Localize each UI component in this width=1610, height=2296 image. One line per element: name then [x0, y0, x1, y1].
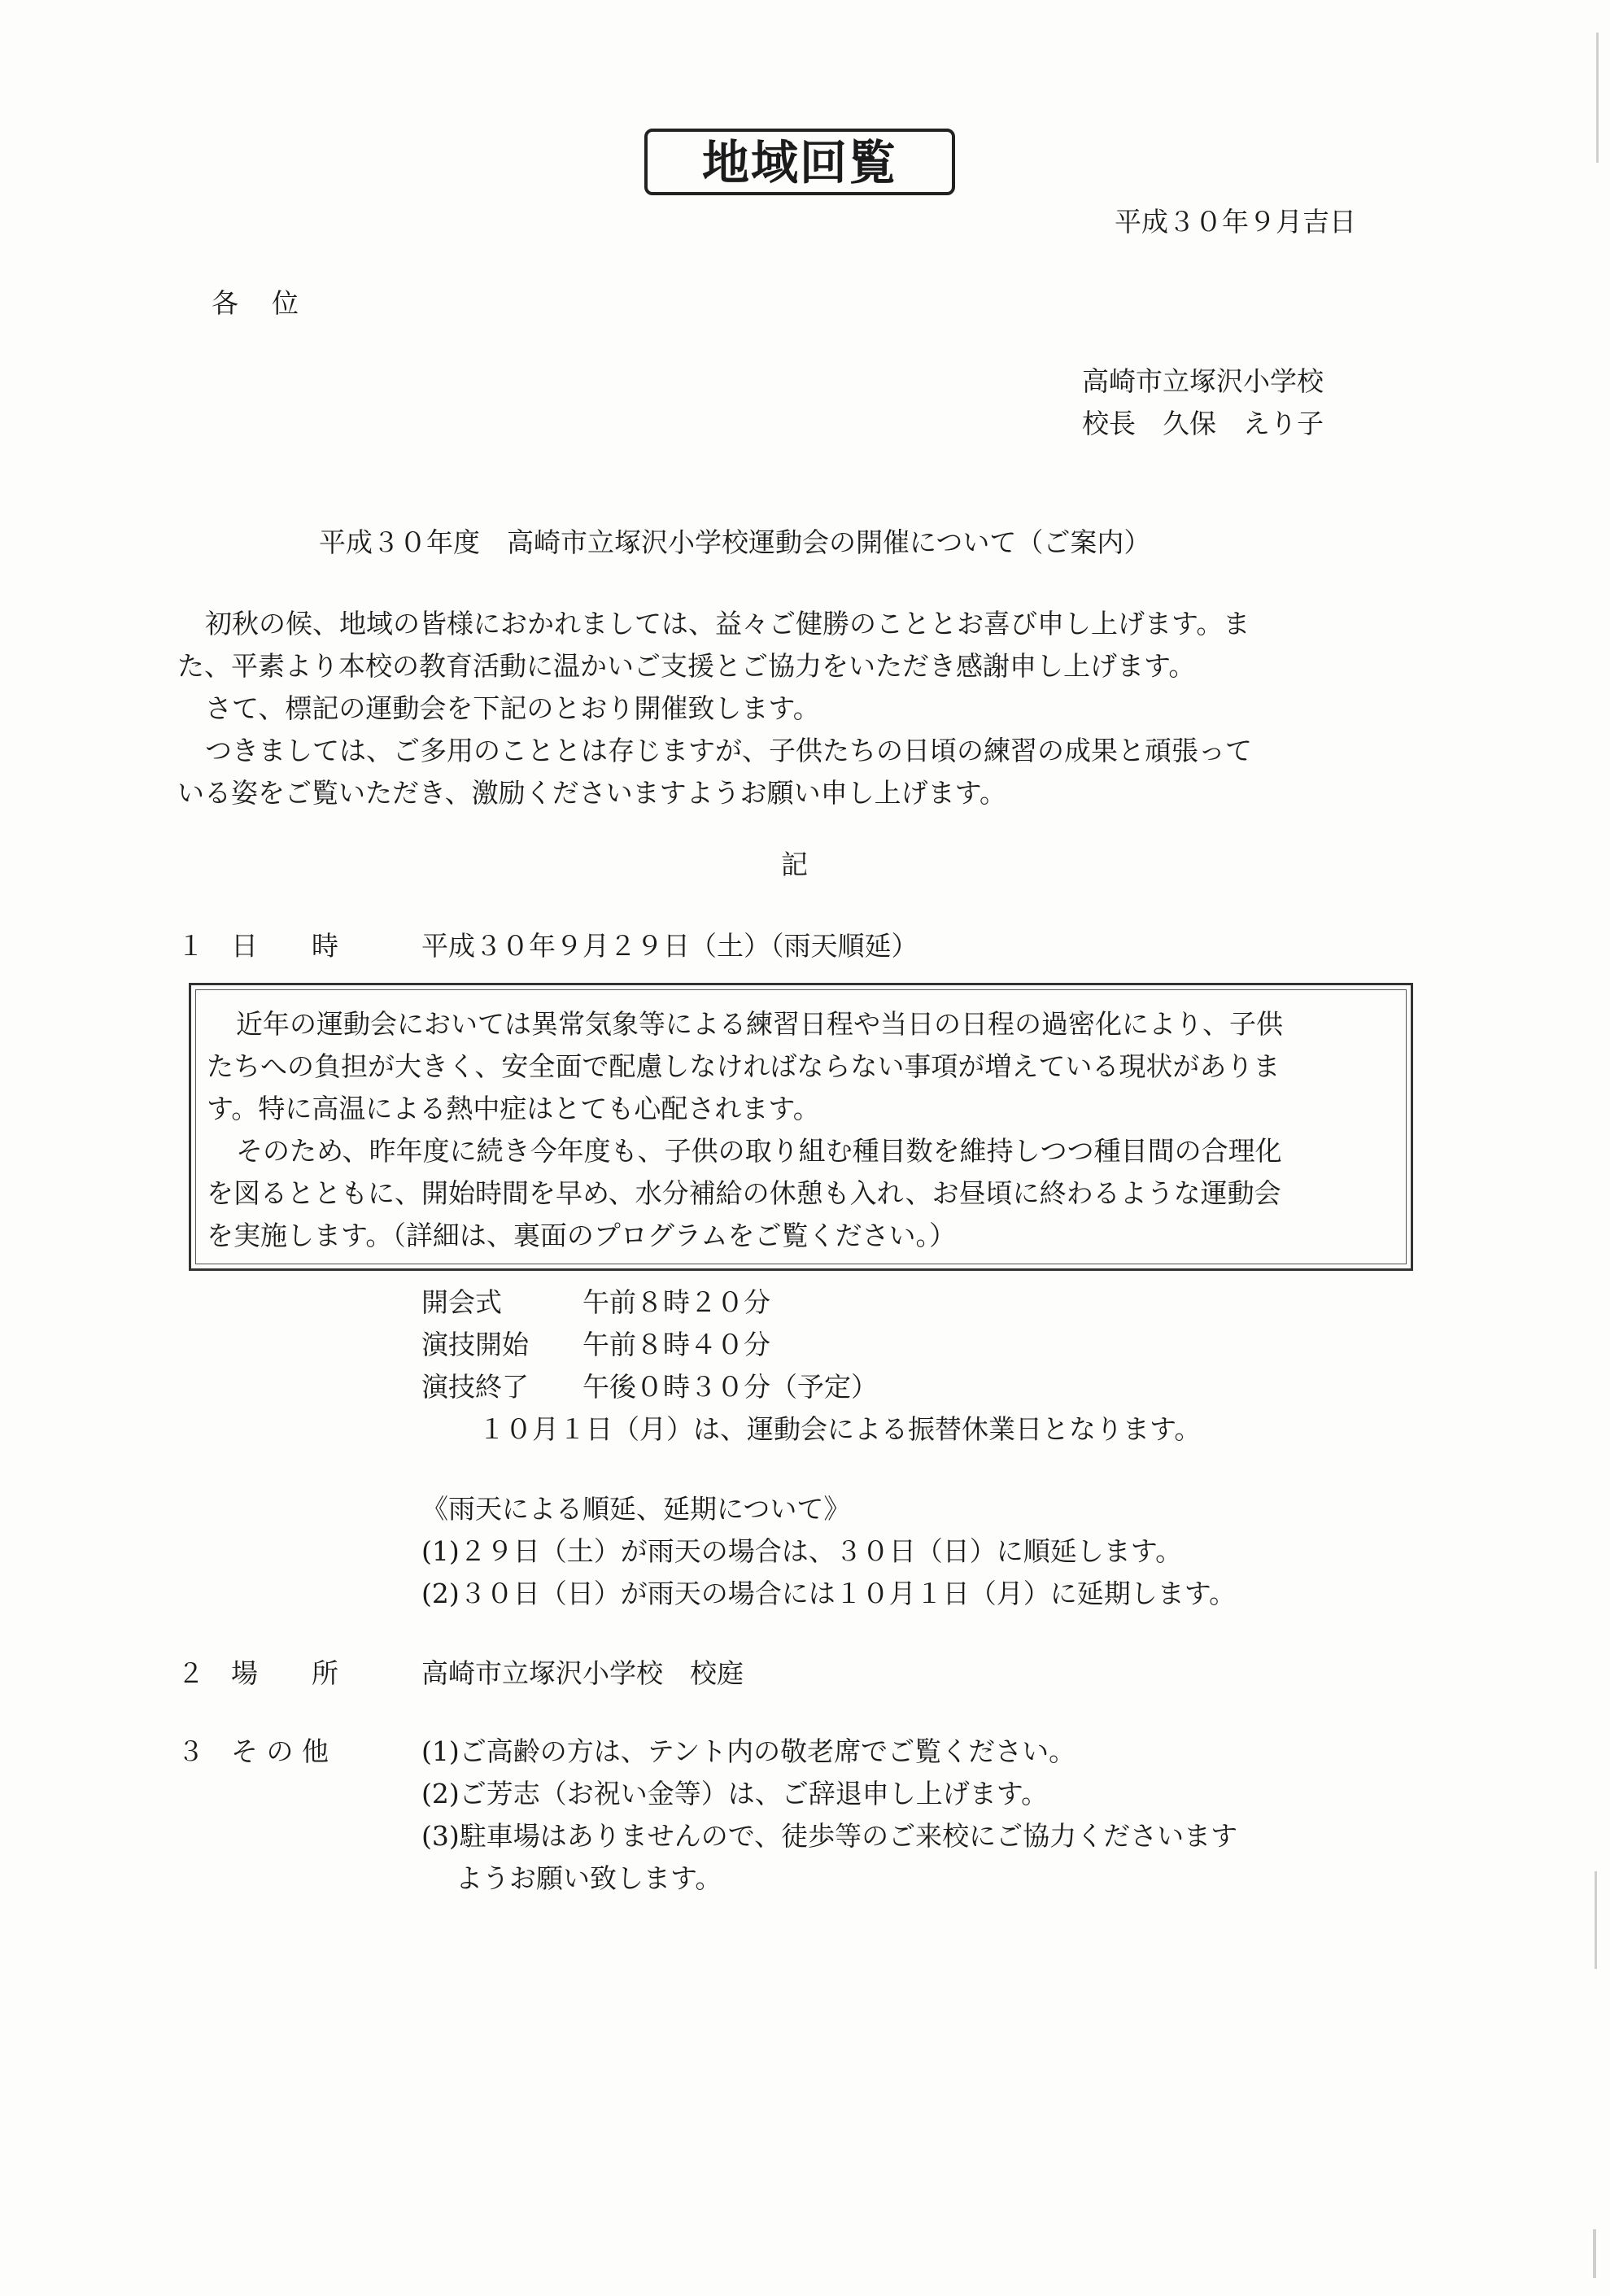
- item2-value: 高崎市立塚沢小学校 校庭: [421, 1657, 744, 1689]
- body-line: つきましては、ご多用のこととは存じますが、子供たちの日頃の練習の成果と頑張って: [205, 735, 1252, 766]
- notice-line: そのため、昨年度に続き今年度も、子供の取り組む種目数を維持しつつ種目間の合理化: [236, 1135, 1282, 1167]
- body-line: た、平素より本校の教育活動に温かいご支援とご協力をいただき感謝申し上げます。: [177, 650, 1196, 682]
- holiday-note: １０月１日（月）は、運動会による振替休業日となります。: [478, 1413, 1202, 1445]
- schedule-label: 演技開始: [421, 1329, 529, 1360]
- schedule-label: 演技終了: [421, 1371, 529, 1403]
- schedule-time: 午前８時２０分: [582, 1286, 770, 1318]
- document-subject: 平成３０年度 高崎市立塚沢小学校運動会の開催について（ご案内）: [319, 526, 1151, 558]
- issue-date: 平成３０年９月吉日: [1115, 206, 1356, 238]
- item1-value: 平成３０年９月２９日（土）（雨天順延）: [421, 930, 918, 962]
- document-title: 地域回覧: [701, 135, 897, 190]
- scan-edge-mark: [1593, 2229, 1596, 2278]
- rain-item: (2)３０日（日）が雨天の場合には１０月１日（月）に延期します。: [421, 1578, 1237, 1609]
- item3-line: (3)駐車場はありませんので、徒歩等のご来校にご協力くださいます: [421, 1820, 1238, 1852]
- sender-school: 高崎市立塚沢小学校: [1082, 365, 1324, 397]
- body-line: 初秋の候、地域の皆様におかれましては、益々ご健勝のこととお喜び申し上げます。ま: [205, 608, 1250, 639]
- scan-edge-mark: [1595, 1871, 1597, 1969]
- sender-principal: 校長 久保 えり子: [1082, 408, 1324, 439]
- rain-heading: 《雨天による順延、延期について》: [421, 1493, 851, 1525]
- item2-label: ２ 場 所: [177, 1657, 338, 1689]
- schedule-time: 午前８時４０分: [582, 1329, 770, 1360]
- ki-heading: 記: [781, 849, 808, 880]
- rain-item: (1)２９日（土）が雨天の場合は、３０日（日）に順延します。: [421, 1535, 1183, 1567]
- body-line: さて、標記の運動会を下記のとおり開催致します。: [205, 692, 820, 724]
- addressee: 各 位: [212, 287, 302, 319]
- schedule-label: 開会式: [421, 1286, 502, 1318]
- item3-line: (1)ご高齢の方は、テント内の敬老席でご覧ください。: [421, 1735, 1076, 1767]
- item3-line: (2)ご芳志（お祝い金等）は、ご辞退申し上げます。: [421, 1778, 1049, 1809]
- title-stamp: [644, 129, 955, 195]
- schedule-time: 午後０時３０分（予定）: [582, 1371, 878, 1403]
- notice-line: 近年の運動会においては異常気象等による練習日程や当日の日程の過密化により、子供: [236, 1008, 1283, 1040]
- item3-line: ようお願い致します。: [456, 1862, 722, 1894]
- body-line: いる姿をご覧いただき、激励くださいますようお願い申し上げます。: [177, 777, 1007, 809]
- notice-line: を図るとともに、開始時間を早め、水分補給の休憩も入れ、お昼頃に終わるような運動会: [207, 1177, 1281, 1209]
- item1-label: １ 日 時: [177, 930, 338, 962]
- item3-label: ３ そ の 他: [177, 1735, 329, 1767]
- notice-line: たちへの負担が大きく、安全面で配慮しなければならない事項が増えている現状がありま: [207, 1050, 1281, 1082]
- notice-line: を実施します。（詳細は、裏面のプログラムをご覧ください。）: [207, 1220, 957, 1251]
- scan-edge-mark: [1596, 33, 1599, 163]
- notice-line: す。特に高温による熱中症はとても心配されます。: [207, 1093, 820, 1124]
